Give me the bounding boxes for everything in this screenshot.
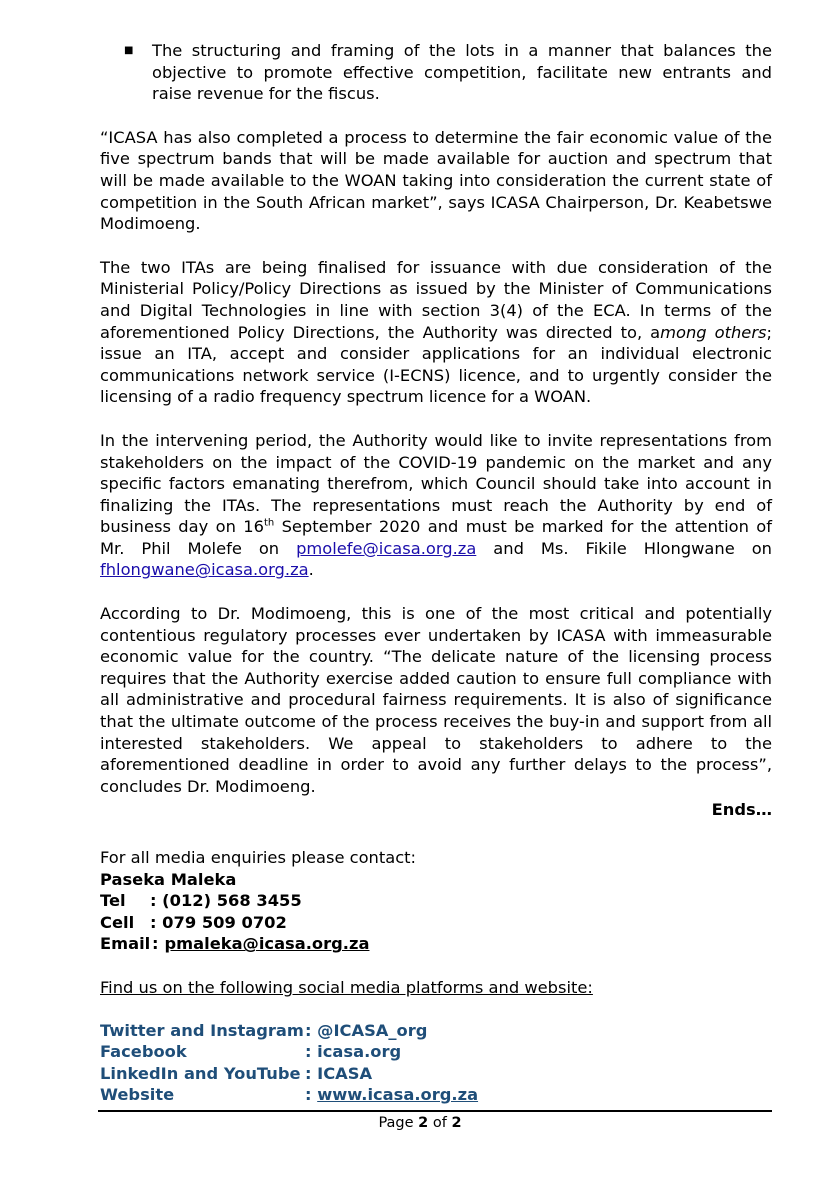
cell-label: Cell: [100, 912, 135, 932]
ends-marker: Ends…: [711, 800, 772, 820]
bullet-text: The structuring and framing of the lots in a manner that balances the objective to promote effective competition, facilitate new entrants and raise revenue for the fiscus.: [152, 41, 772, 104]
social-value: : icasa.org: [305, 1042, 402, 1062]
bullet-item: [124, 40, 772, 105]
of-word: of: [432, 1115, 447, 1131]
contact-email-row: [100, 933, 772, 955]
social-heading: Find us on the following social media platforms and website:: [100, 977, 593, 997]
paragraph-representations: In the intervening period, the Authority would like to invite representations from stakeholders on the impact of the COVID-19 pandemic on the market and any specific factors emanating therefrom, which Council should take into account in finalizing the ITAs. The representations must reach the Authority by end of business day on 16th September 2020 and must be marked for the attention of Mr. Phil Molefe on pmolefe@icasa.org.za and Ms. Fikile Hlongwane on fhlongwane@icasa.org.za.: [100, 430, 772, 580]
email-link-fhlongwane[interactable]: fhlongwane@icasa.org.za: [100, 560, 309, 580]
social-row-linkedin: [100, 1063, 772, 1085]
page-number: 2: [418, 1115, 429, 1131]
social-separator: :: [305, 1085, 318, 1105]
website-link[interactable]: www.icasa.org.za: [317, 1085, 479, 1105]
document-body: [100, 40, 772, 1106]
social-row-twitter: [100, 1020, 772, 1042]
email-link-pmaleka[interactable]: pmaleka@icasa.org.za: [164, 934, 370, 954]
tel-value: : (012) 568 3455: [150, 891, 302, 911]
footer-divider: [98, 1110, 772, 1112]
social-label: Website: [100, 1085, 175, 1105]
social-label: Facebook: [100, 1042, 187, 1062]
media-contact: [100, 847, 772, 955]
cell-value: : 079 509 0702: [150, 912, 287, 932]
page-footer: [0, 1113, 840, 1133]
paragraph-fair-value: “ICASA has also completed a process to determine the fair economic value of the five spectrum bands that will be made available for auction and spectrum that will be made available to the WOAN taking into consideration the current state of competition in the South African market”, says ICASA Chairperson, Dr. Keabetswe Modimoeng.: [100, 127, 772, 234]
email-link-pmolefe[interactable]: pmolefe@icasa.org.za: [296, 538, 477, 558]
social-list: [100, 1020, 772, 1106]
social-label: LinkedIn and YouTube: [100, 1063, 301, 1083]
page-total: 2: [451, 1115, 462, 1131]
social-value: : @ICASA_org: [305, 1020, 428, 1040]
social-label: Twitter and Instagram: [100, 1020, 304, 1040]
contact-name: Paseka Maleka: [100, 869, 237, 889]
social-row-website: [100, 1084, 772, 1106]
page-word: Page: [378, 1115, 414, 1131]
social-row-facebook: [100, 1041, 772, 1063]
paragraph-modimoeng-quote: According to Dr. Modimoeng, this is one of the most critical and potentially contentious regulatory processes ever undertaken by ICASA with immeasurable economic value for the country. “The delicate nature of the licensing process requires that the Authority exercise added caution to ensure full compliance with all administrative and procedural fairness requirements. It is also of significance that the ultimate outcome of the process receives the buy-in and support from all interested stakeholders. We appeal to stakeholders to adhere to the aforementioned deadline in order to avoid any further delays to the process”, concludes Dr. Modimoeng.: [100, 604, 772, 796]
social-value: : ICASA: [305, 1063, 373, 1083]
bullet-square-icon: ■: [124, 45, 134, 56]
email-label: Email: [100, 934, 151, 954]
paragraph-itas: The two ITAs are being finalised for issuance with due consideration of the Ministerial Policy/Policy Directions as issued by the Minister of Communications and Digital Technologies in line with section 3(4) of the ECA. In terms of the aforementioned Policy Directions, the Authority was directed to, among others; issue an ITA, accept and consider applications for an individual electronic communications network service (I-ECNS) licence, and to urgently consider the licensing of a radio frequency spectrum licence for a WOAN.: [100, 257, 772, 407]
contact-cell-row: [100, 912, 772, 934]
tel-label: Tel: [100, 891, 126, 911]
contact-tel-row: [100, 890, 772, 912]
email-separator: :: [152, 934, 159, 954]
contact-intro: For all media enquiries please contact:: [100, 848, 417, 867]
